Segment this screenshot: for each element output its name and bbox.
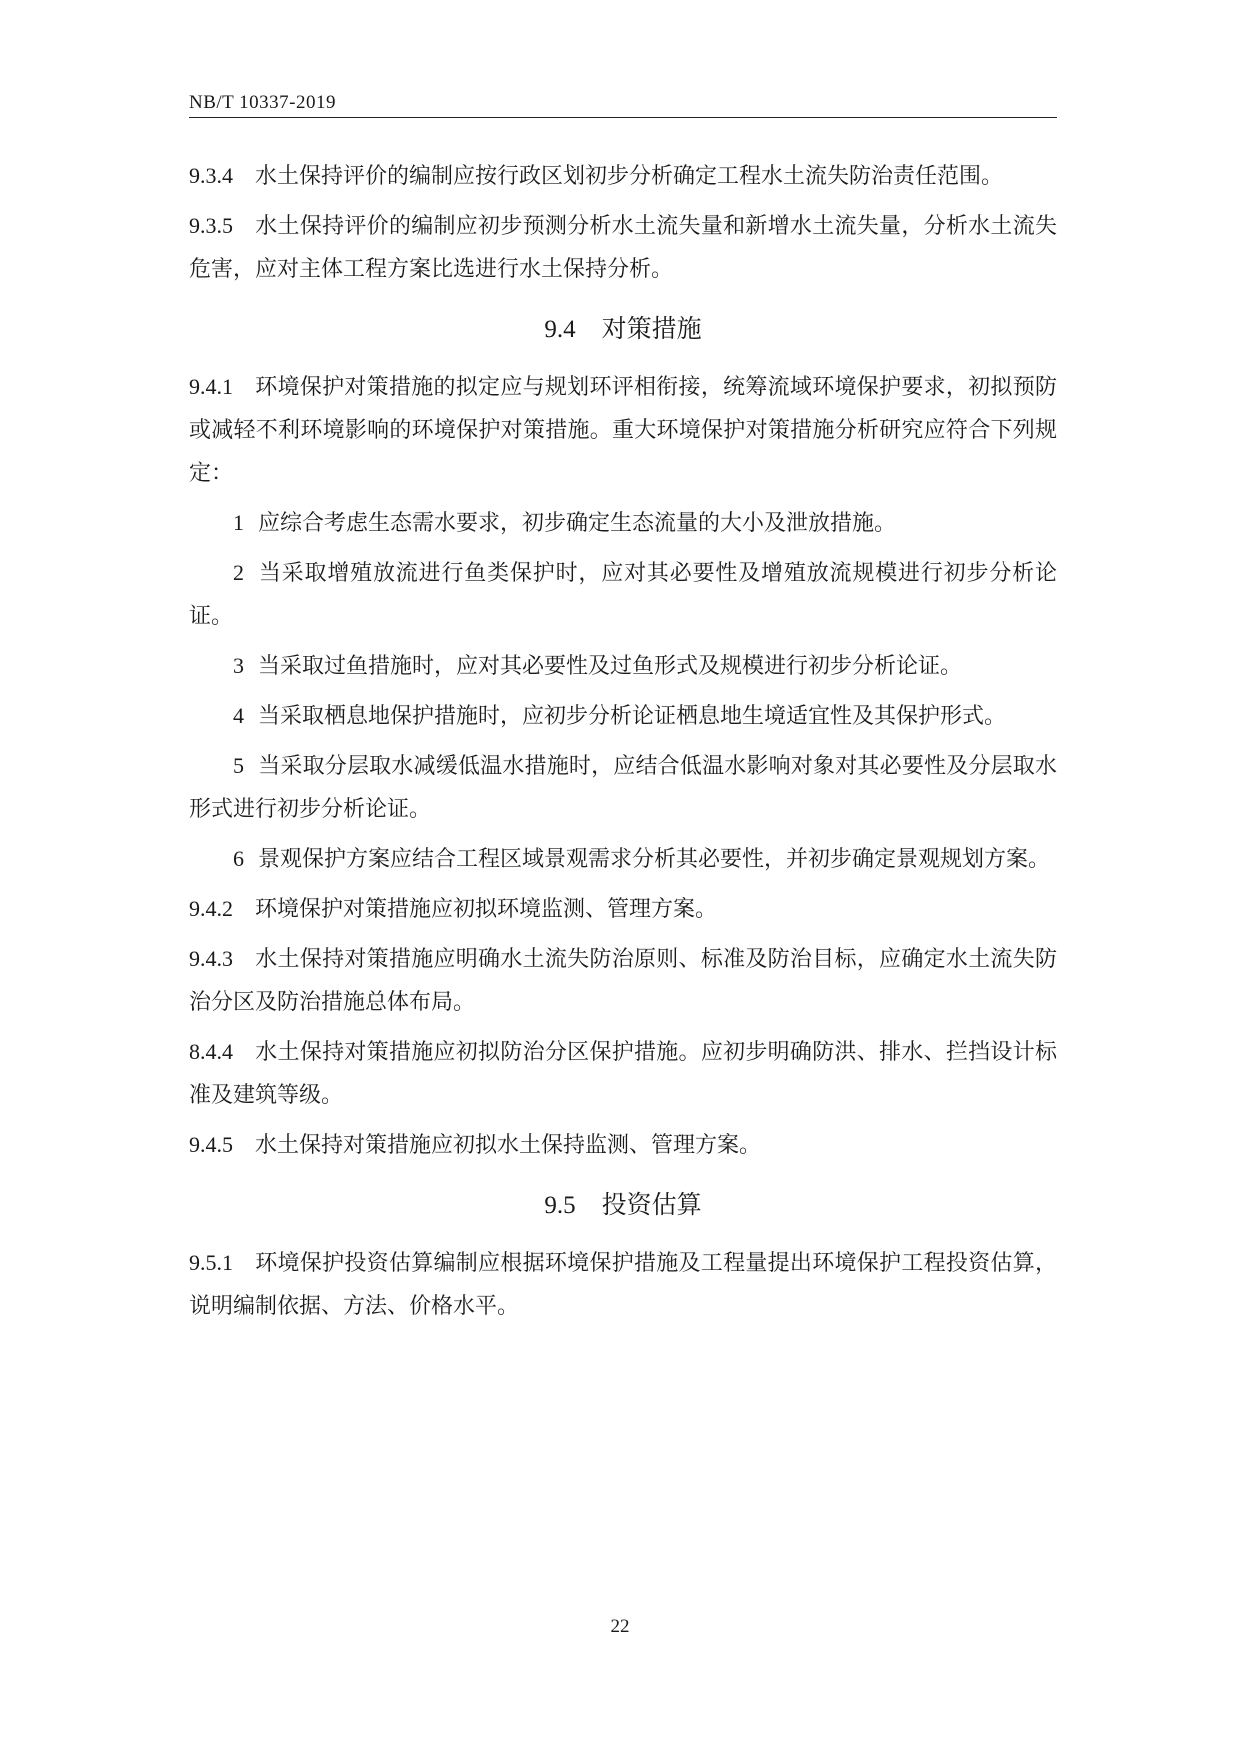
item-text: 当采取增殖放流进行鱼类保护时，应对其必要性及增殖放流规模进行初步分析论证。 — [189, 561, 1057, 629]
document-code: NB/T 10337-2019 — [189, 92, 337, 113]
list-item — [189, 744, 1057, 831]
clause-number: 9.3.5 — [189, 213, 233, 238]
list-item — [189, 501, 1057, 545]
clause-number: 9.5.1 — [189, 1250, 233, 1275]
clause-number: 9.3.4 — [189, 163, 233, 188]
clause-text: 环境保护对策措施的拟定应与规划环评相衔接，统筹流域环境保护要求，初拟预防或减轻不利环境影响的环境保护对策措施。重大环境保护对策措施分析研究应符合下列规定： — [189, 375, 1057, 486]
item-number: 2 — [233, 560, 244, 585]
item-number: 5 — [233, 753, 244, 778]
clause-text: 水土保持评价的编制应初步预测分析水土流失量和新增水土流失量，分析水土流失危害，应对主体工程方案比选进行水土保持分析。 — [189, 214, 1057, 282]
clause-text: 环境保护对策措施应初拟环境监测、管理方案。 — [255, 897, 718, 922]
list-item — [189, 694, 1057, 738]
list-item — [189, 551, 1057, 638]
clause-text: 水土保持对策措施应明确水土流失防治原则、标准及防治目标，应确定水土流失防治分区及防治措施总体布局。 — [189, 947, 1057, 1015]
clause-text: 水土保持评价的编制应按行政区划初步分析确定工程水土流失防治责任范围。 — [255, 164, 1004, 189]
clause-text: 水土保持对策措施应初拟水土保持监测、管理方案。 — [255, 1133, 762, 1158]
section-title: 投资估算 — [601, 1190, 702, 1219]
section-title: 对策措施 — [601, 314, 702, 343]
item-text: 景观保护方案应结合工程区域景观需求分析其必要性，并初步确定景观规划方案。 — [258, 847, 1051, 872]
clause-8-4-4 — [189, 1030, 1057, 1117]
clause-text: 水土保持对策措施应初拟防治分区保护措施。应初步明确防洪、排水、拦挡设计标准及建筑等级。 — [189, 1040, 1057, 1108]
clause-9-4-1 — [189, 365, 1057, 495]
item-text: 当采取栖息地保护措施时，应初步分析论证栖息地生境适宜性及其保护形式。 — [258, 704, 1007, 729]
item-number: 4 — [233, 703, 244, 728]
section-number: 9.5 — [544, 1192, 576, 1219]
list-item — [189, 837, 1057, 881]
item-number: 3 — [233, 653, 244, 678]
clause-9-4-5 — [189, 1123, 1057, 1167]
clause-number: 9.4.3 — [189, 946, 233, 971]
section-number: 9.4 — [544, 316, 576, 343]
page-content — [189, 154, 1057, 1334]
clause-number: 9.4.2 — [189, 896, 233, 921]
item-text: 当采取分层取水减缓低温水措施时，应结合低温水影响对象对其必要性及分层取水形式进行初步分析论证。 — [189, 754, 1057, 822]
clause-number: 9.4.1 — [189, 374, 233, 399]
clause-number: 9.4.5 — [189, 1132, 233, 1157]
clause-9-4-2 — [189, 887, 1057, 931]
item-text: 应综合考虑生态需水要求，初步确定生态流量的大小及泄放措施。 — [258, 511, 897, 536]
clause-9-3-5 — [189, 204, 1057, 291]
clause-9-4-3 — [189, 937, 1057, 1024]
page-number: 22 — [610, 1616, 630, 1637]
item-number: 6 — [233, 846, 244, 871]
item-text: 当采取过鱼措施时，应对其必要性及过鱼形式及规模进行初步分析论证。 — [258, 654, 963, 679]
clause-9-5-1 — [189, 1241, 1057, 1328]
section-heading-9-4 — [189, 307, 1057, 351]
list-item — [189, 644, 1057, 688]
clause-9-3-4 — [189, 154, 1057, 198]
clause-number: 8.4.4 — [189, 1039, 233, 1064]
header-rule — [189, 117, 1057, 118]
item-number: 1 — [233, 510, 244, 535]
clause-text: 环境保护投资估算编制应根据环境保护措施及工程量提出环境保护工程投资估算，说明编制依据、方法、价格水平。 — [189, 1251, 1057, 1319]
section-heading-9-5 — [189, 1183, 1057, 1227]
